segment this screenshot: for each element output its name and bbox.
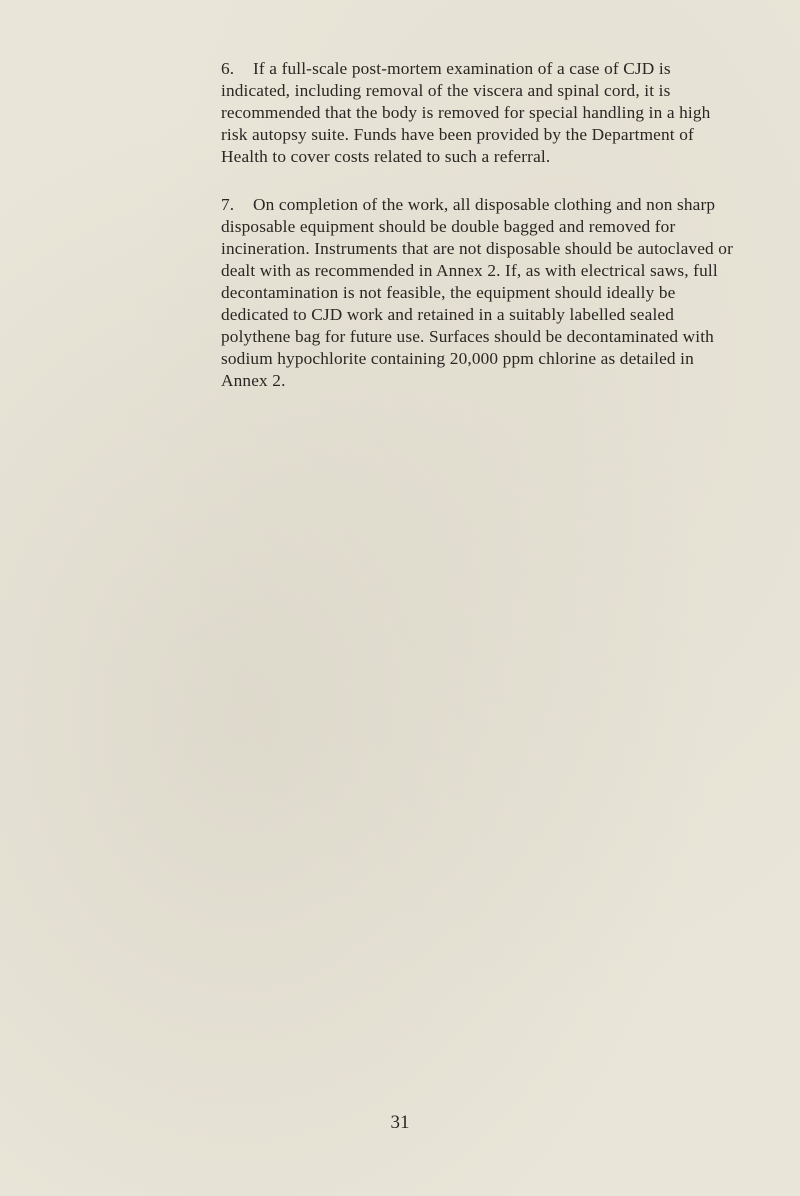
- paragraph-text: If a full-scale post-mortem examination of a case of CJD is indicated, including removal of the viscera and spinal cord, it is recommended that the body is removed for special handling in a high risk autopsy suite. Funds have been provided by the Department of Health to cover costs related to such a referral.: [221, 59, 711, 166]
- paragraph-7: [221, 194, 741, 392]
- paragraph-6: [221, 58, 741, 168]
- paragraph-text: On completion of the work, all disposable clothing and non sharp disposable equipment should be double bagged and removed for incineration. Instruments that are not disposable should be autoclaved or dealt with as recommended in Annex 2. If, as with electrical saws, full decontamination is not feasible, the equipment should ideally be dedicated to CJD work and retained in a suitably labelled sealed polythene bag for future use. Surfaces should be decontaminated with sodium hypochlorite containing 20,000 ppm chlorine as detailed in Annex 2.: [221, 195, 733, 390]
- document-body: [221, 58, 741, 418]
- paragraph-number: 6.: [221, 59, 235, 78]
- page-number: 31: [390, 1112, 410, 1133]
- paragraph-number: 7.: [221, 195, 235, 214]
